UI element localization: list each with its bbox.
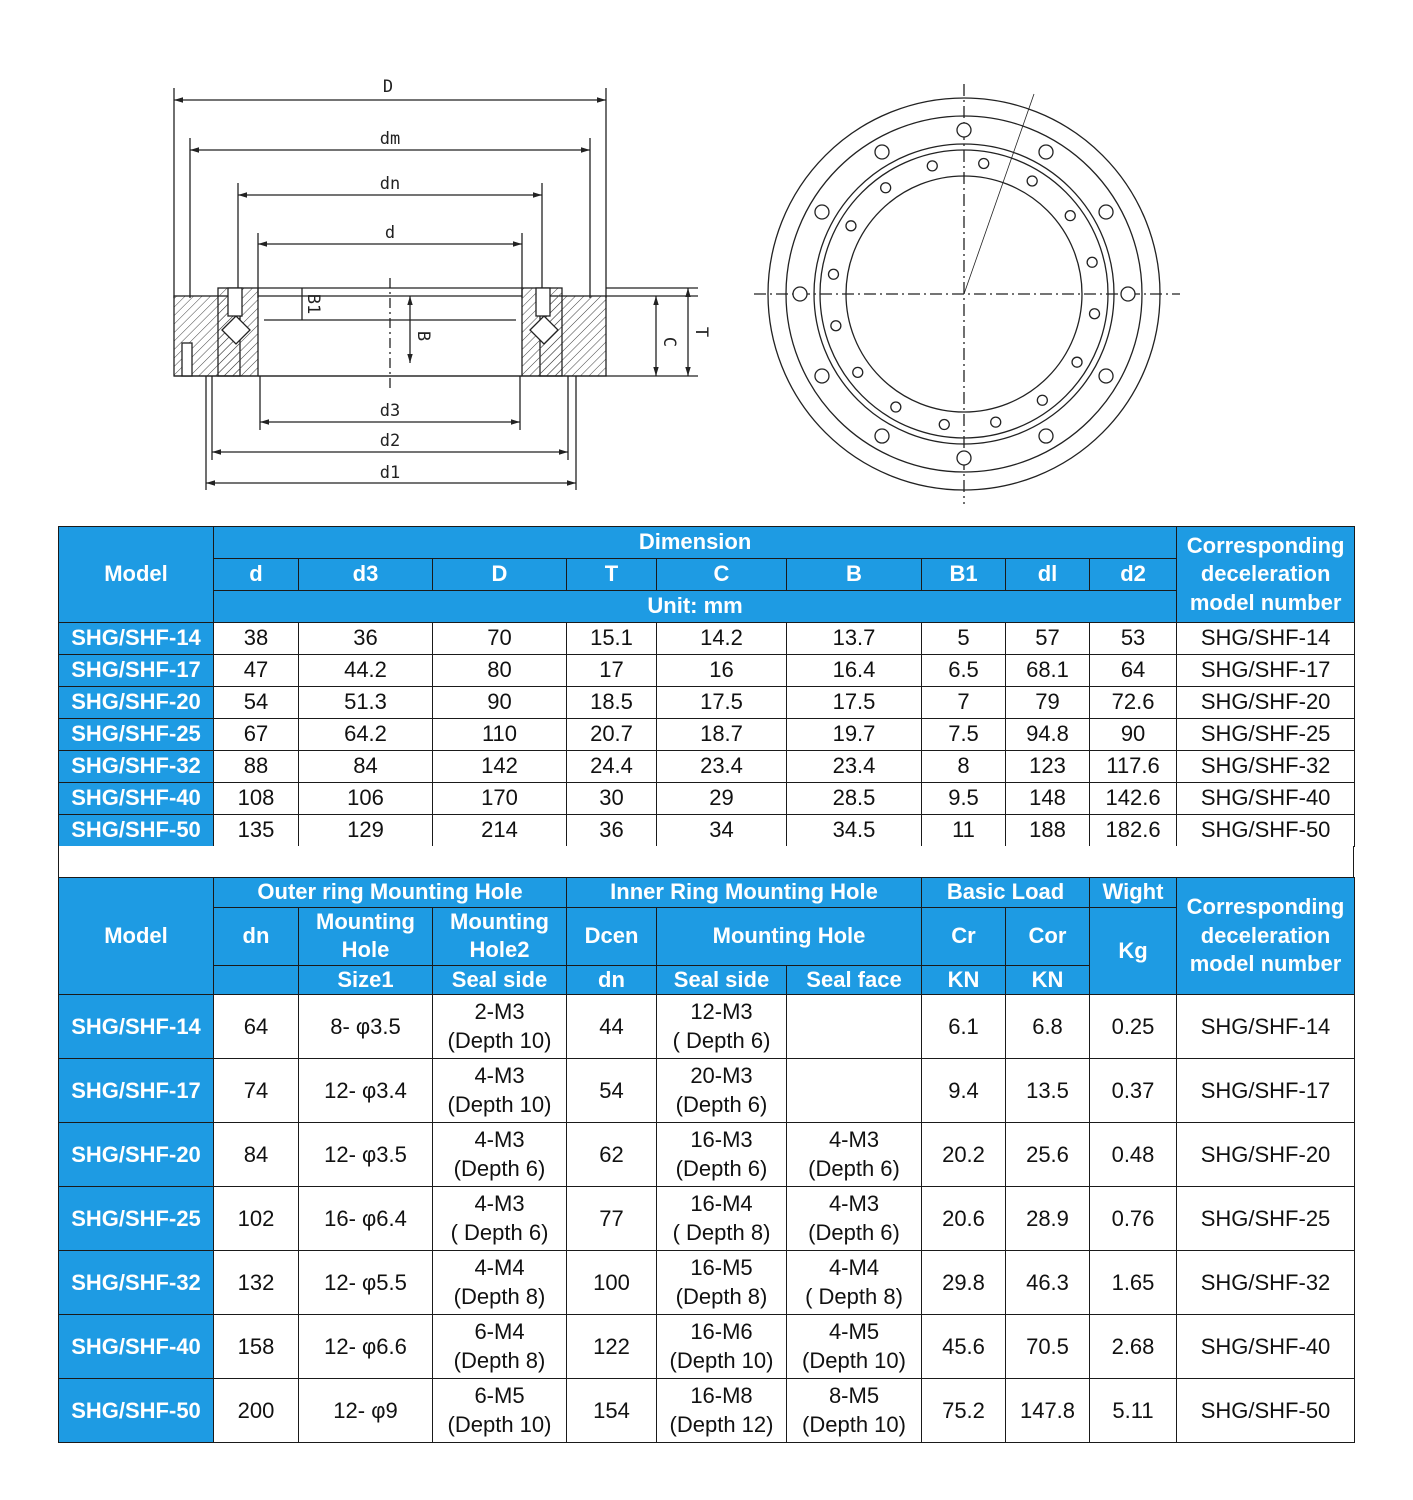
- kg-cell: 0.37: [1090, 1059, 1177, 1123]
- corresponding-cell: SHG/SHF-50: [1177, 815, 1355, 847]
- mounting-hole2-cell: 4-M3 (Depth 10): [433, 1059, 567, 1123]
- inner-hole-icon: [828, 269, 838, 279]
- section-view: [174, 88, 698, 490]
- seal-face-cell: 4-M4 ( Depth 8): [787, 1251, 922, 1315]
- dn-cell: 200: [214, 1379, 299, 1443]
- inner-hole-icon: [1065, 211, 1075, 221]
- inner-seal-side-cell: 16-M8 (Depth 12): [657, 1379, 787, 1443]
- inner-seal-side-cell: 12-M3 ( Depth 6): [657, 995, 787, 1059]
- mounting-hole-cell: 16- φ6.4: [299, 1187, 433, 1251]
- col-header-B1: B1: [922, 559, 1006, 591]
- table-row: [59, 815, 1355, 847]
- seal-side-header: Seal side: [433, 965, 567, 995]
- value-cell: 28.5: [787, 783, 922, 815]
- corresponding-cell: SHG/SHF-17: [1177, 1059, 1355, 1123]
- model-cell: SHG/SHF-17: [59, 1059, 214, 1123]
- label-D: D: [382, 77, 394, 97]
- value-cell: 36: [567, 815, 657, 847]
- seal-face-cell: [787, 1059, 922, 1123]
- kg-header: Kg: [1090, 907, 1177, 995]
- inner-mounting-hole-header: Mounting Hole: [657, 907, 922, 965]
- col-header-d3: d3: [299, 559, 433, 591]
- corresponding-cell: SHG/SHF-25: [1177, 719, 1355, 751]
- mounting-hole2-cell: 4-M3 (Depth 6): [433, 1123, 567, 1187]
- outer-hole-icon: [815, 369, 829, 383]
- corresponding-cell: SHG/SHF-40: [1177, 783, 1355, 815]
- outer-hole-icon: [875, 145, 889, 159]
- inner-hole-icon: [1072, 357, 1082, 367]
- inner-seal-side-header: Seal side: [657, 965, 787, 995]
- value-cell: 170: [433, 783, 567, 815]
- mounting-hole-header: Mounting Hole: [299, 907, 433, 965]
- value-cell: 135: [214, 815, 299, 847]
- inner-hole-icon: [853, 367, 863, 377]
- value-cell: 79: [1006, 687, 1090, 719]
- label-dm: dm: [379, 129, 401, 149]
- model-cell: SHG/SHF-50: [59, 815, 214, 847]
- seal-face-cell: 8-M5 (Depth 10): [787, 1379, 922, 1443]
- outer-hole-icon: [1099, 369, 1113, 383]
- table-row: [59, 1187, 1355, 1251]
- table-row: [59, 1379, 1355, 1443]
- dn-cell: 132: [214, 1251, 299, 1315]
- kn1-header: KN: [922, 965, 1006, 995]
- plan-view: [754, 84, 1180, 504]
- weight-header: Wight: [1090, 878, 1177, 908]
- dcen-cell: 44: [567, 995, 657, 1059]
- dimension-header: Dimension: [214, 527, 1177, 559]
- inner-ring-header: Inner Ring Mounting Hole: [567, 878, 922, 908]
- value-cell: 44.2: [299, 655, 433, 687]
- mounting-hole-cell: 12- φ9: [299, 1379, 433, 1443]
- value-cell: 18.5: [567, 687, 657, 719]
- dcen-header: Dcen: [567, 907, 657, 965]
- inner-hole-icon: [1027, 176, 1037, 186]
- kg-cell: 5.11: [1090, 1379, 1177, 1443]
- value-cell: 23.4: [787, 751, 922, 783]
- outer-hole-icon: [957, 451, 971, 465]
- value-cell: 64: [1090, 655, 1177, 687]
- dcen-cell: 62: [567, 1123, 657, 1187]
- table-row: [59, 1059, 1355, 1123]
- value-cell: 5: [922, 623, 1006, 655]
- value-cell: 51.3: [299, 687, 433, 719]
- kn2-header: KN: [1006, 965, 1090, 995]
- corresponding-cell: SHG/SHF-20: [1177, 687, 1355, 719]
- seal-face-cell: 4-M3 (Depth 6): [787, 1123, 922, 1187]
- inner-hole-icon: [991, 417, 1001, 427]
- seal-face-cell: 4-M5 (Depth 10): [787, 1315, 922, 1379]
- cor-cell: 28.9: [1006, 1187, 1090, 1251]
- dn-subheader-empty: [214, 965, 299, 995]
- inner-hole-icon: [939, 420, 949, 430]
- dn-cell: 64: [214, 995, 299, 1059]
- model-header: Model: [59, 527, 214, 623]
- unit-header: Unit: mm: [214, 591, 1177, 623]
- value-cell: 129: [299, 815, 433, 847]
- corresponding-header: Corresponding deceleration model number: [1177, 527, 1355, 623]
- value-cell: 17.5: [657, 687, 787, 719]
- inner-seal-side-cell: 16-M4 ( Depth 8): [657, 1187, 787, 1251]
- model-cell: SHG/SHF-32: [59, 1251, 214, 1315]
- value-cell: 13.7: [787, 623, 922, 655]
- dn2-header: dn: [567, 965, 657, 995]
- dn-cell: 84: [214, 1123, 299, 1187]
- corresponding-cell: SHG/SHF-17: [1177, 655, 1355, 687]
- model-cell: SHG/SHF-17: [59, 655, 214, 687]
- value-cell: 17.5: [787, 687, 922, 719]
- table-row: [59, 687, 1355, 719]
- label-B1: B1: [303, 293, 323, 315]
- technical-drawing: [58, 58, 1354, 520]
- label-d3: d3: [379, 401, 401, 421]
- value-cell: 110: [433, 719, 567, 751]
- mounting-hole2-cell: 2-M3 (Depth 10): [433, 995, 567, 1059]
- inner-hole-icon: [1037, 395, 1047, 405]
- col-header-d2: d2: [1090, 559, 1177, 591]
- dcen-cell: 100: [567, 1251, 657, 1315]
- col-header-dl: dl: [1006, 559, 1090, 591]
- corresponding-cell: SHG/SHF-25: [1177, 1187, 1355, 1251]
- table-row: [59, 1123, 1355, 1187]
- value-cell: 148: [1006, 783, 1090, 815]
- inner-hole-icon: [927, 161, 937, 171]
- inner-hole-icon: [1090, 309, 1100, 319]
- dn-cell: 102: [214, 1187, 299, 1251]
- inner-hole-icon: [1087, 257, 1097, 267]
- mounting-hole-cell: 12- φ6.6: [299, 1315, 433, 1379]
- size1-header: Size1: [299, 965, 433, 995]
- cor-cell: 6.8: [1006, 995, 1090, 1059]
- model-cell: SHG/SHF-25: [59, 1187, 214, 1251]
- inner-hole-icon: [846, 221, 856, 231]
- outer-hole-icon: [957, 123, 971, 137]
- value-cell: 34.5: [787, 815, 922, 847]
- value-cell: 72.6: [1090, 687, 1177, 719]
- table-row: [59, 623, 1355, 655]
- cor-cell: 70.5: [1006, 1315, 1090, 1379]
- dn-cell: 74: [214, 1059, 299, 1123]
- value-cell: 90: [1090, 719, 1177, 751]
- value-cell: 94.8: [1006, 719, 1090, 751]
- kg-cell: 1.65: [1090, 1251, 1177, 1315]
- value-cell: 14.2: [657, 623, 787, 655]
- dcen-cell: 77: [567, 1187, 657, 1251]
- value-cell: 142: [433, 751, 567, 783]
- value-cell: 80: [433, 655, 567, 687]
- corresponding-cell: SHG/SHF-14: [1177, 623, 1355, 655]
- model-cell: SHG/SHF-20: [59, 687, 214, 719]
- corresponding-cell: SHG/SHF-32: [1177, 1251, 1355, 1315]
- table-row: [59, 655, 1355, 687]
- kg-cell: 2.68: [1090, 1315, 1177, 1379]
- seal-face-cell: [787, 995, 922, 1059]
- corresponding-header: Corresponding deceleration model number: [1177, 878, 1355, 995]
- mounting-hole2-cell: 6-M5 (Depth 10): [433, 1379, 567, 1443]
- cor-cell: 25.6: [1006, 1123, 1090, 1187]
- value-cell: 23.4: [657, 751, 787, 783]
- dn-cell: 158: [214, 1315, 299, 1379]
- col-header-B: B: [787, 559, 922, 591]
- label-C: C: [659, 336, 679, 348]
- value-cell: 18.7: [657, 719, 787, 751]
- label-d: d: [384, 223, 396, 243]
- mounting-hole2-header: Mounting Hole2: [433, 907, 567, 965]
- cr-cell: 29.8: [922, 1251, 1006, 1315]
- value-cell: 53: [1090, 623, 1177, 655]
- corresponding-cell: SHG/SHF-14: [1177, 995, 1355, 1059]
- cr-cell: 75.2: [922, 1379, 1006, 1443]
- model-cell: SHG/SHF-14: [59, 995, 214, 1059]
- value-cell: 64.2: [299, 719, 433, 751]
- value-cell: 7.5: [922, 719, 1006, 751]
- table-row: [59, 995, 1355, 1059]
- mounting-hole-cell: 8- φ3.5: [299, 995, 433, 1059]
- cor-header: Cor: [1006, 907, 1090, 965]
- value-cell: 38: [214, 623, 299, 655]
- value-cell: 108: [214, 783, 299, 815]
- value-cell: 8: [922, 751, 1006, 783]
- value-cell: 17: [567, 655, 657, 687]
- model-cell: SHG/SHF-40: [59, 1315, 214, 1379]
- value-cell: 117.6: [1090, 751, 1177, 783]
- model-cell: SHG/SHF-25: [59, 719, 214, 751]
- label-T: T: [691, 326, 711, 338]
- mounting-hole-cell: 12- φ3.5: [299, 1123, 433, 1187]
- outer-hole-icon: [793, 287, 807, 301]
- value-cell: 88: [214, 751, 299, 783]
- col-header-T: T: [567, 559, 657, 591]
- seal-face-header: Seal face: [787, 965, 922, 995]
- model-cell: SHG/SHF-40: [59, 783, 214, 815]
- outer-hole-icon: [1121, 287, 1135, 301]
- value-cell: 68.1: [1006, 655, 1090, 687]
- inner-seal-side-cell: 20-M3 (Depth 6): [657, 1059, 787, 1123]
- value-cell: 188: [1006, 815, 1090, 847]
- value-cell: 11: [922, 815, 1006, 847]
- inner-hole-icon: [881, 183, 891, 193]
- seal-face-cell: 4-M3 (Depth 6): [787, 1187, 922, 1251]
- outer-hole-icon: [1039, 145, 1053, 159]
- corresponding-cell: SHG/SHF-50: [1177, 1379, 1355, 1443]
- value-cell: 214: [433, 815, 567, 847]
- cor-cell: 13.5: [1006, 1059, 1090, 1123]
- table-row: [59, 751, 1355, 783]
- dcen-cell: 154: [567, 1379, 657, 1443]
- outer-hole-icon: [1039, 429, 1053, 443]
- value-cell: 29: [657, 783, 787, 815]
- value-cell: 70: [433, 623, 567, 655]
- value-cell: 182.6: [1090, 815, 1177, 847]
- corresponding-cell: SHG/SHF-40: [1177, 1315, 1355, 1379]
- cr-cell: 45.6: [922, 1315, 1006, 1379]
- value-cell: 142.6: [1090, 783, 1177, 815]
- cr-header: Cr: [922, 907, 1006, 965]
- model-cell: SHG/SHF-14: [59, 623, 214, 655]
- mounting-table: [58, 877, 1355, 1443]
- outer-hole-icon: [875, 429, 889, 443]
- value-cell: 19.7: [787, 719, 922, 751]
- value-cell: 57: [1006, 623, 1090, 655]
- value-cell: 20.7: [567, 719, 657, 751]
- value-cell: 34: [657, 815, 787, 847]
- dimension-table: [58, 526, 1355, 847]
- inner-seal-side-cell: 16-M3 (Depth 6): [657, 1123, 787, 1187]
- model-cell: SHG/SHF-20: [59, 1123, 214, 1187]
- value-cell: 16: [657, 655, 787, 687]
- model-header: Model: [59, 878, 214, 995]
- value-cell: 30: [567, 783, 657, 815]
- kg-cell: 0.25: [1090, 995, 1177, 1059]
- corresponding-cell: SHG/SHF-32: [1177, 751, 1355, 783]
- outer-hole-icon: [815, 205, 829, 219]
- kg-cell: 0.48: [1090, 1123, 1177, 1187]
- inner-hole-icon: [891, 402, 901, 412]
- table-row: [59, 719, 1355, 751]
- value-cell: 6.5: [922, 655, 1006, 687]
- cr-cell: 6.1: [922, 995, 1006, 1059]
- table-row: [59, 1251, 1355, 1315]
- value-cell: 67: [214, 719, 299, 751]
- mounting-hole2-cell: 6-M4 (Depth 8): [433, 1315, 567, 1379]
- inner-hole-icon: [831, 321, 841, 331]
- corresponding-cell: SHG/SHF-20: [1177, 1123, 1355, 1187]
- value-cell: 90: [433, 687, 567, 719]
- outer-hole-icon: [1099, 205, 1113, 219]
- table-row: [59, 1315, 1355, 1379]
- kg-cell: 0.76: [1090, 1187, 1177, 1251]
- label-d2: d2: [379, 431, 401, 451]
- dn-header: dn: [214, 907, 299, 965]
- value-cell: 24.4: [567, 751, 657, 783]
- value-cell: 47: [214, 655, 299, 687]
- basic-load-header: Basic Load: [922, 878, 1090, 908]
- value-cell: 7: [922, 687, 1006, 719]
- table-gap: [58, 846, 1354, 877]
- label-d1: d1: [379, 463, 401, 483]
- dcen-cell: 122: [567, 1315, 657, 1379]
- col-header-D: D: [433, 559, 567, 591]
- cr-cell: 20.2: [922, 1123, 1006, 1187]
- inner-hole-icon: [979, 158, 989, 168]
- value-cell: 54: [214, 687, 299, 719]
- label-dn: dn: [379, 174, 401, 194]
- value-cell: 9.5: [922, 783, 1006, 815]
- mounting-hole-cell: 12- φ5.5: [299, 1251, 433, 1315]
- cr-cell: 20.6: [922, 1187, 1006, 1251]
- dcen-cell: 54: [567, 1059, 657, 1123]
- col-header-C: C: [657, 559, 787, 591]
- value-cell: 106: [299, 783, 433, 815]
- col-header-d: d: [214, 559, 299, 591]
- cor-cell: 147.8: [1006, 1379, 1090, 1443]
- mounting-hole2-cell: 4-M3 ( Depth 6): [433, 1187, 567, 1251]
- table-row: [59, 783, 1355, 815]
- value-cell: 36: [299, 623, 433, 655]
- cr-cell: 9.4: [922, 1059, 1006, 1123]
- mounting-hole-cell: 12- φ3.4: [299, 1059, 433, 1123]
- value-cell: 16.4: [787, 655, 922, 687]
- value-cell: 84: [299, 751, 433, 783]
- outer-ring-header: Outer ring Mounting Hole: [214, 878, 567, 908]
- inner-seal-side-cell: 16-M6 (Depth 10): [657, 1315, 787, 1379]
- model-cell: SHG/SHF-32: [59, 751, 214, 783]
- bearing-drawing-svg: [58, 58, 1354, 520]
- cor-cell: 46.3: [1006, 1251, 1090, 1315]
- label-B: B: [413, 330, 433, 342]
- value-cell: 15.1: [567, 623, 657, 655]
- inner-seal-side-cell: 16-M5 (Depth 8): [657, 1251, 787, 1315]
- mounting-hole2-cell: 4-M4 (Depth 8): [433, 1251, 567, 1315]
- value-cell: 123: [1006, 751, 1090, 783]
- model-cell: SHG/SHF-50: [59, 1379, 214, 1443]
